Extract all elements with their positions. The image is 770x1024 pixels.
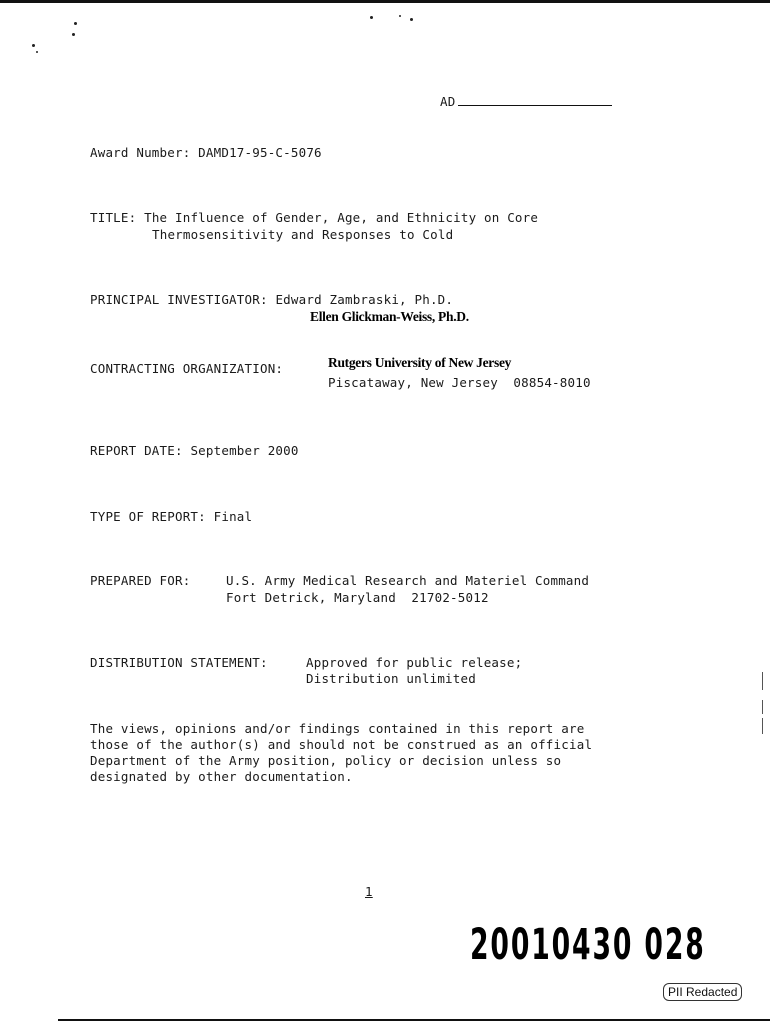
report-type [90, 509, 252, 524]
pi-line-1 [90, 292, 453, 307]
scan-speck [36, 51, 38, 53]
pi-label: PRINCIPAL INVESTIGATOR: [90, 292, 268, 307]
report-date [90, 443, 299, 458]
ad-label: AD [440, 94, 456, 109]
disclaimer-line: The views, opinions and/or findings contained in this report are [90, 721, 585, 736]
pi-name-1: Edward Zambraski, Ph.D. [275, 292, 454, 307]
org-label: CONTRACTING ORGANIZATION: [90, 361, 284, 376]
report-date-value: September 2000 [190, 443, 299, 458]
title-label: TITLE: [90, 210, 137, 225]
scan-speck [72, 33, 75, 36]
disclaimer-line: those of the author(s) and should not be construed as an official [90, 737, 593, 752]
report-type-value: Final [213, 509, 253, 524]
report-type-label: TYPE OF REPORT: [90, 509, 206, 524]
prepared-line-2: Fort Detrick, Maryland 21702-5012 [226, 590, 489, 605]
scan-speck [370, 16, 373, 19]
scan-margin-mark [762, 718, 763, 734]
disclaimer-line: Department of the Army position, policy or decision unless so [90, 753, 562, 768]
distribution-line-1: Approved for public release; [306, 655, 523, 670]
prepared-line-1: U.S. Army Medical Research and Materiel Command [226, 573, 590, 588]
award-value: DAMD17-95-C-5076 [198, 145, 322, 160]
scan-margin-mark [762, 700, 763, 714]
distribution-line-2: Distribution unlimited [306, 671, 476, 686]
org-address: Piscataway, New Jersey 08854-8010 [328, 375, 591, 390]
pi-name-2: Ellen Glickman-Weiss, Ph.D. [310, 309, 469, 324]
accession-number: 20010430 028 [470, 920, 706, 970]
top-border [0, 0, 770, 3]
title-text-2: Thermosensitivity and Responses to Cold [152, 227, 454, 242]
title-line-1 [90, 210, 538, 225]
org-name: Rutgers University of New Jersey [328, 355, 512, 370]
pii-redacted-badge: PII Redacted [663, 983, 742, 1001]
scan-speck [399, 15, 401, 17]
prepared-label: PREPARED FOR: [90, 573, 191, 588]
disclaimer-line: designated by other documentation. [90, 769, 353, 784]
distribution-label: DISTRIBUTION STATEMENT: [90, 655, 268, 670]
scan-speck [32, 44, 35, 47]
scan-speck [74, 22, 77, 25]
scan-margin-mark [762, 672, 763, 690]
report-date-label: REPORT DATE: [90, 443, 183, 458]
bottom-border [58, 1019, 770, 1021]
award-label: Award Number: [90, 145, 191, 160]
title-text-1: The Influence of Gender, Age, and Ethnicity on Core [144, 210, 539, 225]
award-number [90, 145, 322, 160]
page-number: 1 [365, 884, 373, 899]
ad-number-line [458, 105, 612, 106]
scan-speck [410, 18, 413, 21]
